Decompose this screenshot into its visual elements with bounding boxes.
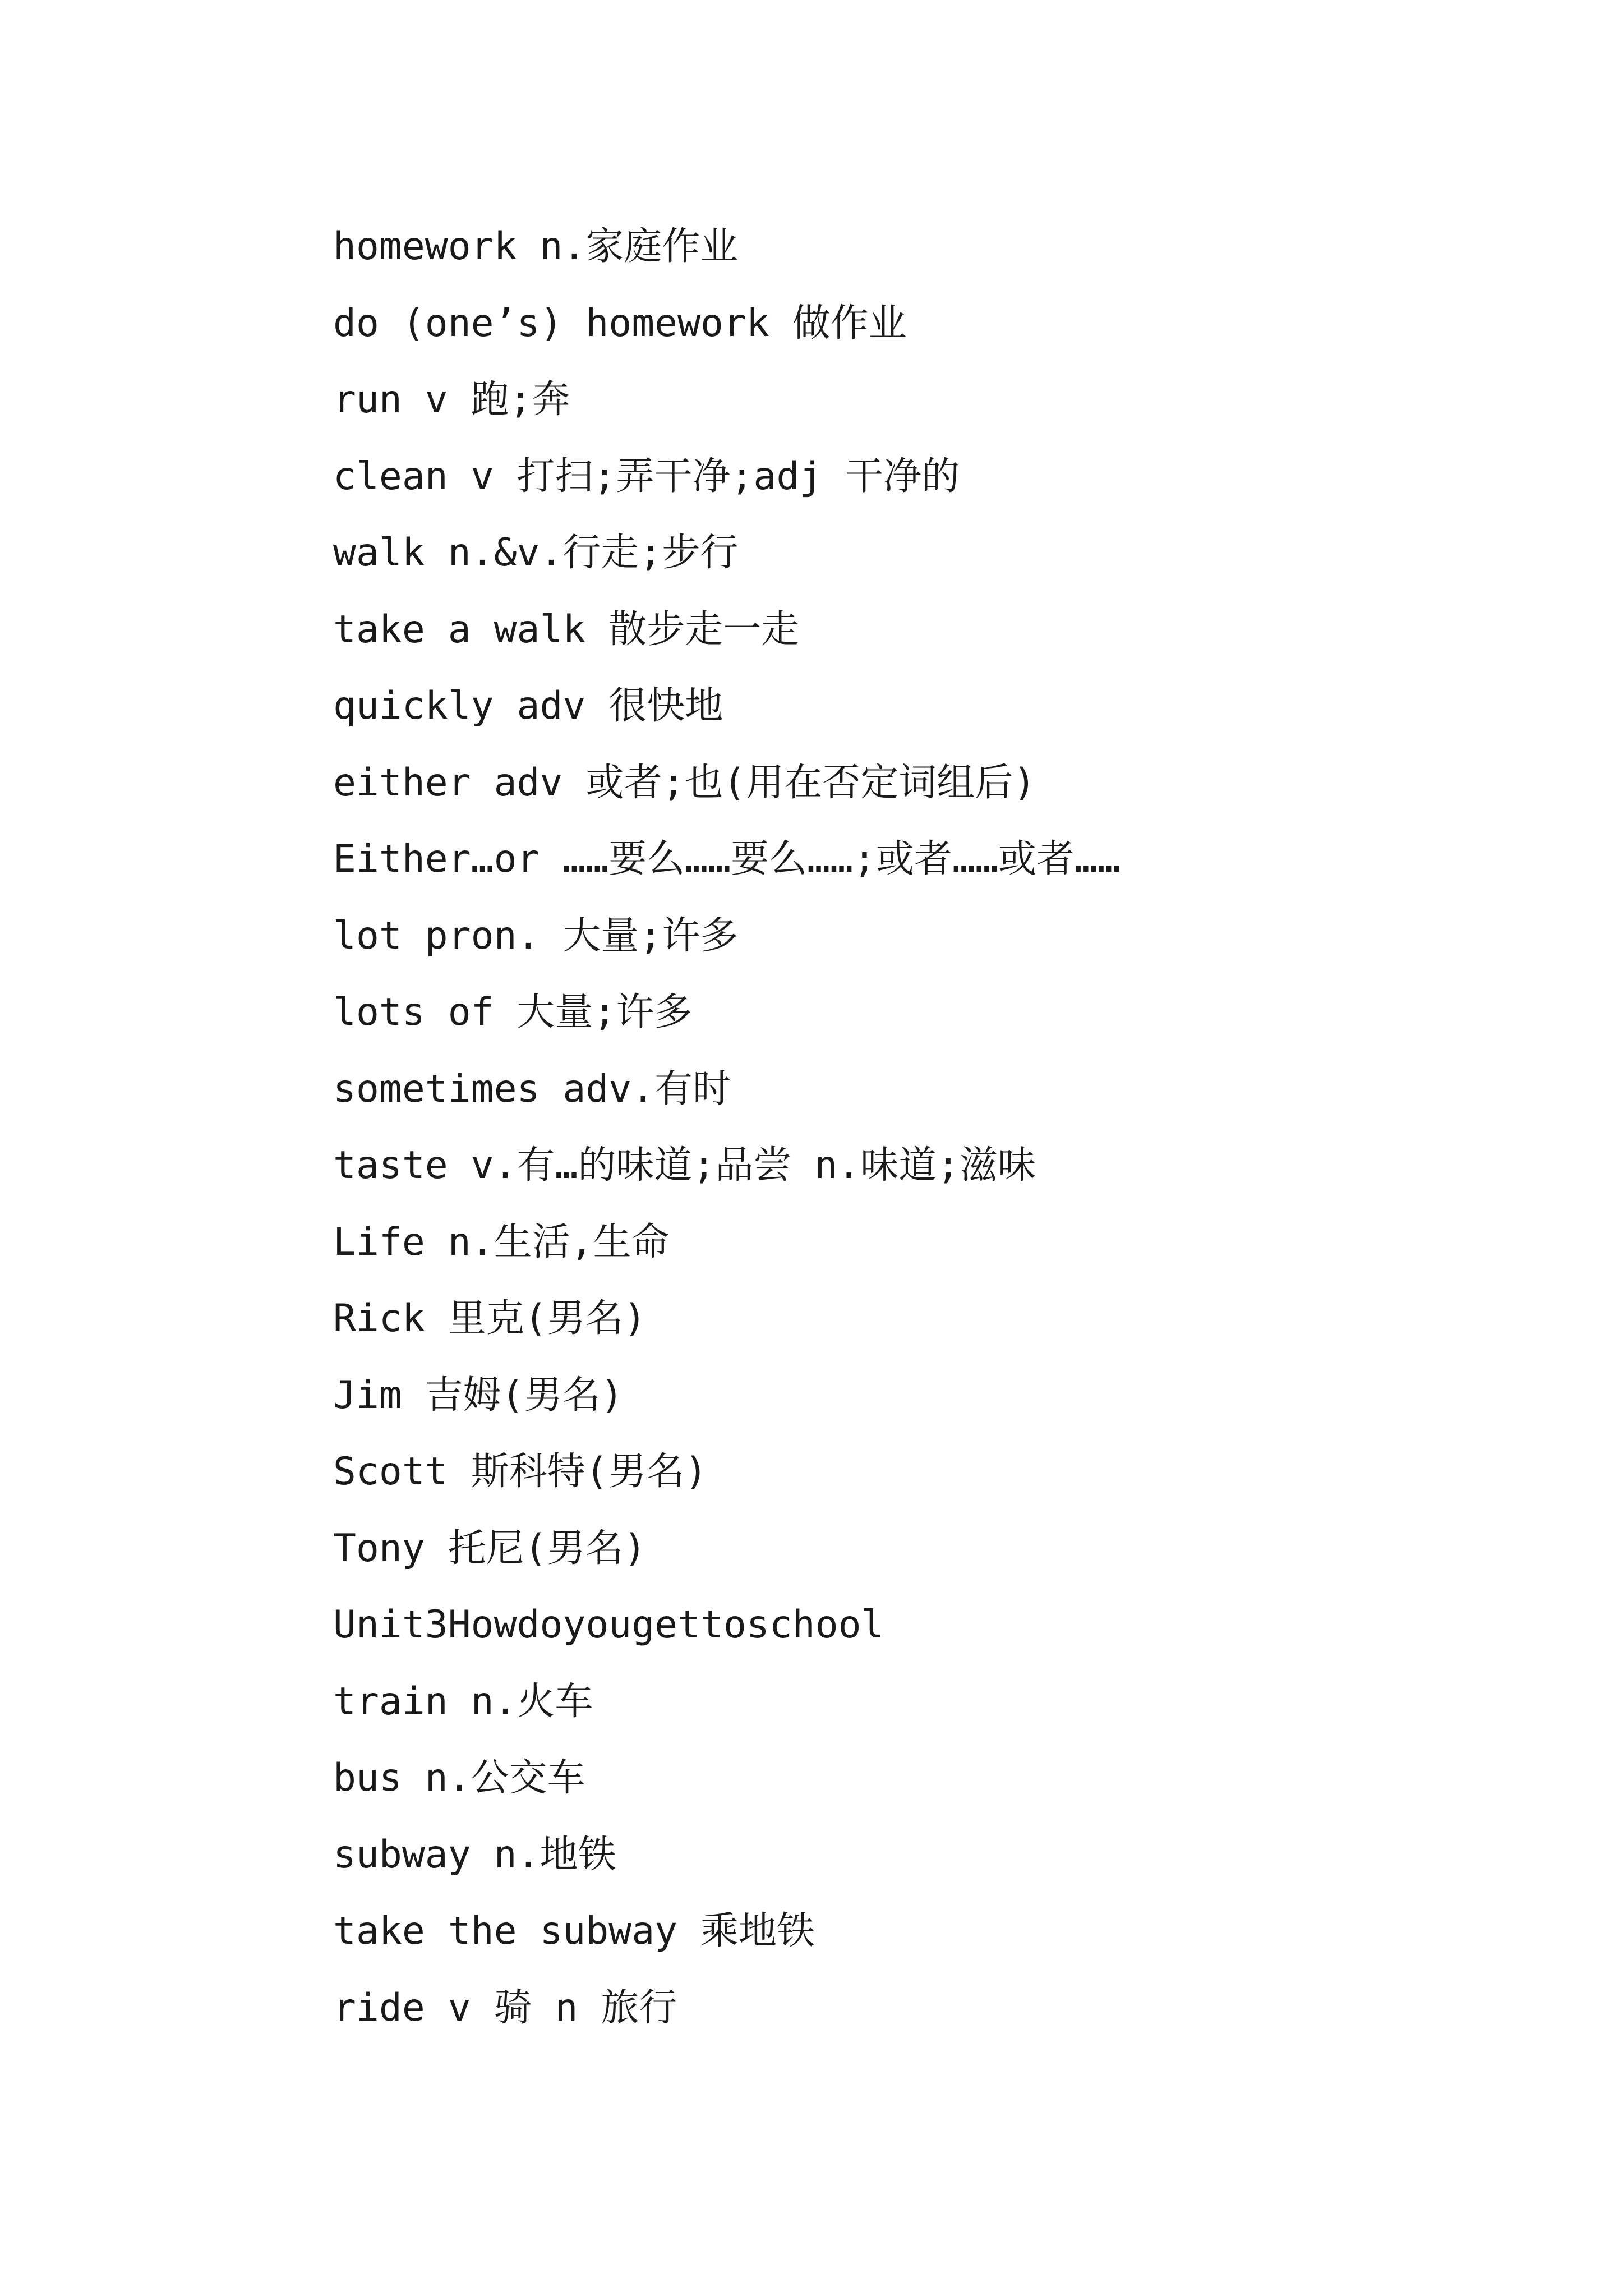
vocab-line: lot pron. 大量;许多 — [333, 913, 739, 958]
vocab-line: run v 跑;奔 — [333, 378, 570, 422]
unit-heading: Unit3Howdoyougettoschool — [333, 1603, 884, 1647]
vocabulary-list — [333, 209, 1121, 2046]
vocab-line: clean v 打扫;弄干净;adj 干净的 — [333, 454, 960, 499]
vocab-line: lots of 大量;许多 — [333, 990, 693, 1034]
vocab-line: train n.火车 — [333, 1679, 593, 1724]
vocab-line: ride v 骑 n 旅行 — [333, 1985, 677, 2030]
vocab-line: Jim 吉姆(男名) — [333, 1373, 624, 1418]
vocab-line: subway n.地铁 — [333, 1832, 616, 1877]
vocab-line: Tony 托尼(男名) — [333, 1526, 647, 1571]
vocab-line: Either…or ……要么……要么……;或者……或者…… — [333, 837, 1121, 881]
vocab-line: quickly adv 很快地 — [333, 684, 723, 728]
vocab-line: walk n.&v.行走;步行 — [333, 531, 739, 575]
vocab-line: do (one’s) homework 做作业 — [333, 301, 907, 346]
vocab-line: Rick 里克(男名) — [333, 1296, 647, 1341]
vocab-line: bus n.公交车 — [333, 1756, 585, 1800]
vocab-line: Scott 斯科特(男名) — [333, 1450, 708, 1494]
vocab-line: taste v.有…的味道;品尝 n.味道;滋味 — [333, 1143, 1036, 1188]
vocab-line: homework n.家庭作业 — [333, 224, 739, 269]
vocab-line: Life n.生活,生命 — [333, 1220, 670, 1264]
vocab-line: take a walk 散步走一走 — [333, 607, 800, 652]
vocab-line: sometimes adv.有时 — [333, 1066, 731, 1111]
vocab-line: either adv 或者;也(用在否定词组后) — [333, 760, 1036, 805]
vocab-line: take the subway 乘地铁 — [333, 1909, 815, 1953]
